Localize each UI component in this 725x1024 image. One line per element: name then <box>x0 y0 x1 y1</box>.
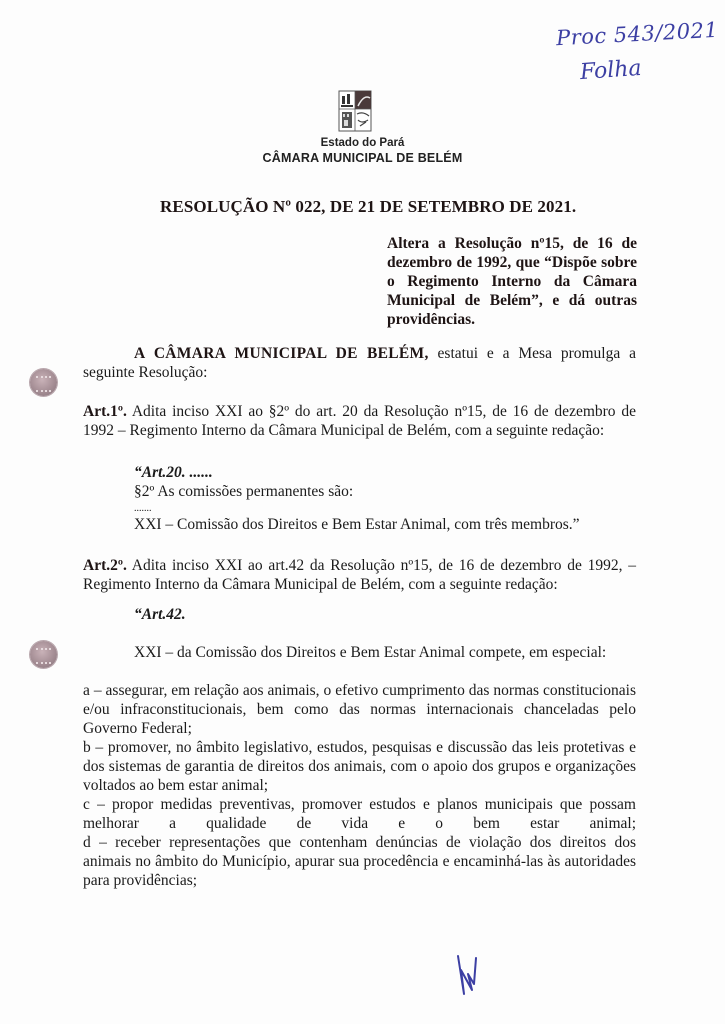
coat-of-arms-icon <box>338 90 372 134</box>
article-2-quote <box>134 605 634 662</box>
article-1-quote <box>134 463 634 534</box>
item-b: b – promover, no âmbito legislativo, estudos, pesquisas e discussão das leis protetivas e dos sistemas de garantia de direitos dos animais, com o apoio dos grupos e organizações voltados ao bem estar animal; <box>83 739 636 794</box>
preamble <box>83 344 636 382</box>
handwritten-folha: Folha <box>579 55 643 86</box>
header-institution: CÂMARA MUNICIPAL DE BELÉM <box>262 151 463 165</box>
item-a: a – assegurar, em relação aos animais, o efetivo cumprimento das normas constitucionais e/ou infraconstitucionais, bem como das normas internacionais chanceladas pelo Governo Federal; <box>83 682 636 737</box>
ementa: Altera a Resolução nº15, de 16 de dezembro de 1992, que “Dispõe sobre o Regimento Interno da Câmara Municipal de Belém”, e dá outras providências. <box>387 235 637 328</box>
header-state: Estado do Pará <box>320 137 405 149</box>
quote-heading: “Art.42. <box>134 606 186 623</box>
quote-line: XXI – da Comissão dos Direitos e Bem Estar Animal compete, em especial: <box>134 644 607 661</box>
signature-initials-icon <box>452 950 492 1000</box>
article-1-text: Adita inciso XXI ao §2º do art. 20 da Resolução nº15, de 16 de dezembro de 1992 – Regimento Interno da Câmara Municipal de Belém, com a seguinte redação: <box>83 403 636 439</box>
quote-line: §2º As comissões permanentes são: <box>134 483 354 500</box>
seal-stamp-icon <box>30 641 57 668</box>
article-2 <box>83 556 636 594</box>
seal-stamp-icon <box>30 369 57 396</box>
article-2-text: Adita inciso XXI ao art.42 da Resolução nº15, de 16 de dezembro de 1992, – Regimento Interno da Câmara Municipal de Belém, com a seguinte redação: <box>83 557 636 593</box>
preamble-text: estatui e a Mesa promulga a seguinte Resolução: <box>83 345 637 381</box>
item-d: d – receber representações que contenham denúncias de violação dos direitos dos animais no âmbito do Município, apurar sua procedência e encaminhá-las às autoridades para providências; <box>83 834 636 889</box>
quote-line: XXI – Comissão dos Direitos e Bem Estar Animal, com três membros.” <box>134 516 580 533</box>
article-1-label: Art.1º. <box>83 403 127 420</box>
quote-ellipsis: ....... <box>134 503 152 514</box>
preamble-bold: A CÂMARA MUNICIPAL DE BELÉM, <box>134 345 429 362</box>
handwritten-process-number: Proc 543/2021 <box>555 17 719 51</box>
quote-heading: “Art.20. ...... <box>134 464 213 481</box>
document-title: RESOLUÇÃO Nº 022, DE 21 DE SETEMBRO DE 2021. <box>160 197 577 216</box>
article-2-label: Art.2º. <box>83 557 127 574</box>
item-c: c – propor medidas preventivas, promover estudos e planos municipais que possam melhorar a qualidade de vida e o bem estar animal; <box>83 796 636 832</box>
article-1 <box>83 402 636 440</box>
